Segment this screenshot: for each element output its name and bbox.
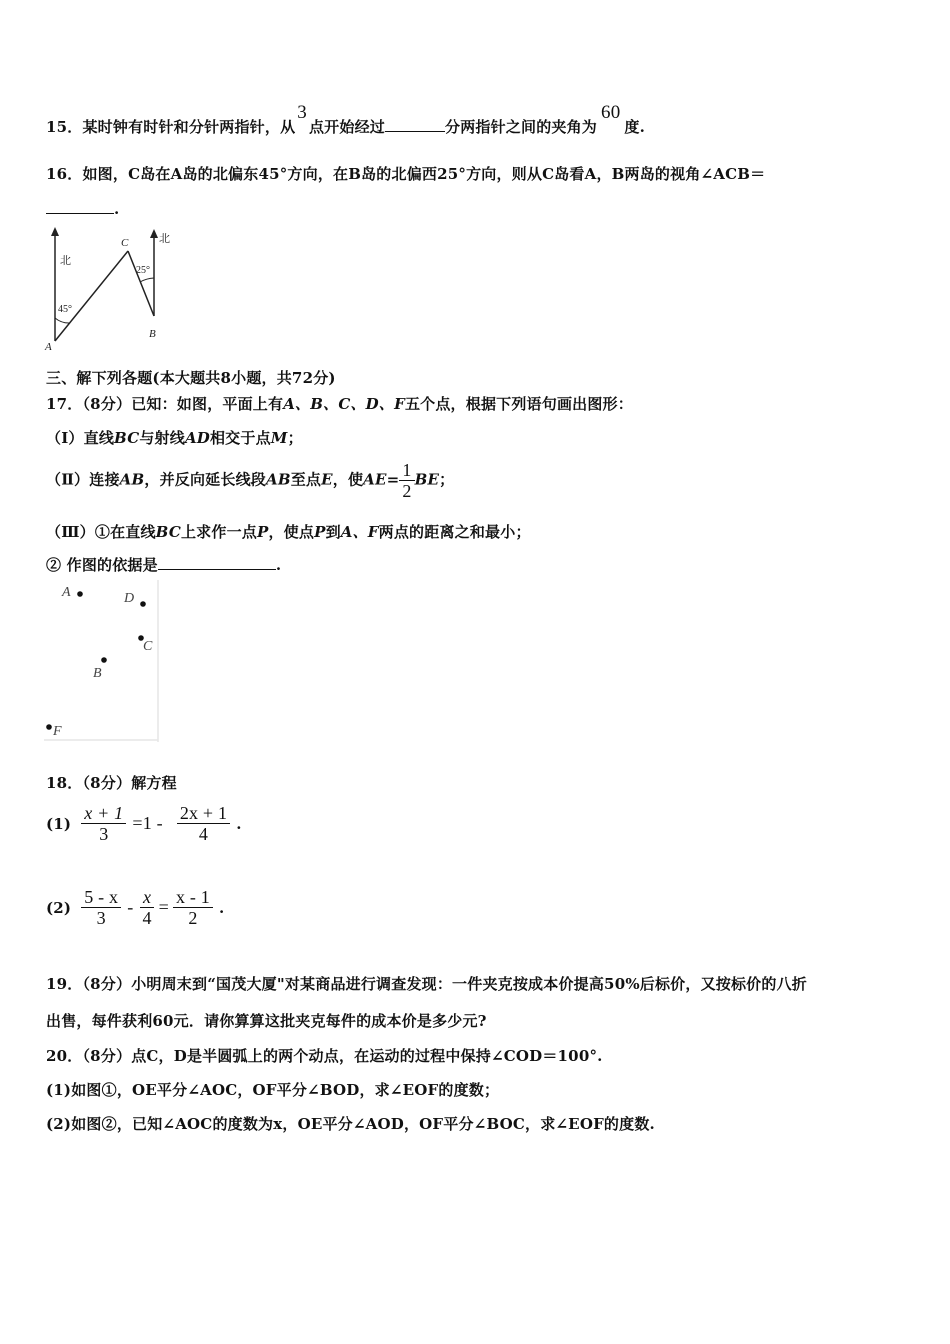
q17-p3-p2: P bbox=[314, 523, 326, 541]
q17-p2-ab2: AB bbox=[265, 470, 291, 489]
q15-answer-blank[interactable] bbox=[385, 130, 445, 132]
point-f bbox=[46, 724, 52, 730]
q17-p1-b: 与射线 bbox=[139, 429, 185, 447]
point-label-f: F bbox=[53, 724, 62, 739]
q17-part-3 bbox=[46, 521, 531, 542]
q18-title: 18．（8分）解方程 bbox=[46, 774, 177, 792]
equation-label: (1) bbox=[46, 814, 72, 833]
q17-p1-a: （Ⅰ）直线 bbox=[46, 429, 115, 447]
fraction bbox=[177, 803, 230, 844]
q16-line bbox=[46, 163, 765, 184]
north-label-a: 北 bbox=[60, 255, 71, 267]
q17-p1-d: ； bbox=[287, 429, 303, 447]
fraction-numerator: 2x + 1 bbox=[177, 803, 230, 824]
q17-p2-ab: AB bbox=[119, 470, 145, 489]
angle-label-b: 25° bbox=[136, 265, 150, 276]
fraction bbox=[173, 887, 213, 928]
fraction-denominator: 2 bbox=[402, 481, 412, 501]
q17-p3-b: 上求作一点 bbox=[180, 523, 257, 541]
q17-p2-b: ，并反向延长线段 bbox=[144, 470, 266, 489]
q17-points: A、B、C、D、F bbox=[283, 395, 405, 413]
q18-equation-2 bbox=[46, 887, 224, 928]
fraction-numerator: 5 - x bbox=[81, 887, 121, 908]
point-label-c: C bbox=[121, 237, 129, 249]
q17-answer-blank[interactable] bbox=[158, 568, 276, 570]
q17-p1-ad: AD bbox=[184, 429, 210, 447]
q16-text: 16．如图，C岛在A岛的北偏东45°方向，在B岛的北偏西25°方向，则从C岛看A，B两岛的视角∠ACB＝ bbox=[46, 165, 766, 183]
fraction bbox=[81, 803, 126, 844]
q17-p4: ② 作图的依据是 bbox=[46, 556, 158, 574]
q17-p3-c: ，使点 bbox=[268, 523, 315, 541]
equation-operator: - bbox=[127, 897, 134, 917]
q15-text-1: 15．某时钟有时针和分针两指针，从 bbox=[46, 118, 296, 136]
q20-line-3: (2)如图②，已知∠AOC的度数为x，OE平分∠AOD，OF平分∠BOC，求∠EOF的度数. bbox=[46, 1115, 655, 1133]
q17-p3-bc: BC bbox=[155, 523, 181, 541]
q17-p3-p: P bbox=[256, 523, 269, 541]
q20-line-2: (1)如图①，OE平分∠AOC，OF平分∠BOD，求∠EOF的度数； bbox=[46, 1081, 500, 1099]
point-label-c: C bbox=[143, 639, 153, 654]
point-label-d: D bbox=[124, 591, 135, 606]
q18-equation-1 bbox=[46, 803, 242, 844]
fraction-numerator: x - 1 bbox=[173, 887, 213, 908]
segment-cb bbox=[128, 251, 154, 316]
equation-operator: =1 - bbox=[132, 813, 163, 833]
fraction bbox=[81, 887, 121, 928]
point-b bbox=[101, 657, 107, 663]
q17-p3-e: 两点的距离之和最小； bbox=[378, 523, 531, 541]
q17-p2-d: ，使 bbox=[332, 470, 364, 489]
q16-answer-line bbox=[46, 200, 119, 218]
equation-label: (2) bbox=[46, 898, 72, 917]
q16-answer-blank[interactable] bbox=[46, 212, 114, 214]
q15-line bbox=[46, 102, 646, 138]
angle-label-a: 45° bbox=[58, 304, 72, 315]
arrowhead-a bbox=[51, 227, 59, 236]
angle-arc-a bbox=[55, 318, 70, 323]
q17-p4-end: . bbox=[275, 556, 282, 574]
q17-fraction-half bbox=[399, 460, 414, 501]
q17-p3-d: 到 bbox=[325, 523, 341, 541]
q16-end: . bbox=[114, 200, 120, 218]
q17-part-1 bbox=[46, 427, 303, 448]
fraction-denominator: 3 bbox=[96, 908, 106, 928]
q19-line-2: 出售，每件获利60元．请你算算这批夹克每件的成本价是多少元? bbox=[46, 1012, 487, 1030]
q17-intro-b: 五个点，根据下列语句画出图形： bbox=[404, 395, 633, 413]
q17-p2-be: BE bbox=[414, 470, 440, 489]
q15-number-60: 60 bbox=[601, 102, 621, 123]
equation-equals: = bbox=[158, 897, 169, 917]
q15-number-3: 3 bbox=[297, 102, 307, 123]
fraction-denominator: 4 bbox=[198, 824, 209, 844]
q17-part-4 bbox=[46, 554, 281, 575]
fraction-denominator: 4 bbox=[142, 908, 152, 928]
point-label-b: B bbox=[149, 328, 156, 340]
point-label-b: B bbox=[93, 666, 102, 681]
equation-end: . bbox=[219, 898, 225, 917]
q15-text-2: 点开始经过 bbox=[308, 118, 385, 136]
q17-p2-a: （Ⅱ）连接 bbox=[46, 470, 120, 489]
q17-p2-end: ； bbox=[439, 470, 455, 489]
q17-p1-c: 相交于点 bbox=[209, 429, 271, 447]
q17-intro-a: 17．（8分）已知：如图，平面上有 bbox=[46, 395, 284, 413]
q17-p1-m: M bbox=[270, 429, 288, 447]
point-d bbox=[140, 601, 146, 607]
q19-line-1: 19．（8分）小明周末到“国茂大厦"对某商品进行调查发现：一件夹克按成本价提高50%后标价，又按标价的八折 bbox=[46, 975, 807, 993]
q15-text-3: 分两指针之间的夹角为 bbox=[445, 118, 598, 136]
north-label-b: 北 bbox=[159, 233, 170, 245]
q17-figure bbox=[44, 580, 164, 744]
angle-arc-b bbox=[140, 278, 154, 282]
point-label-a: A bbox=[45, 341, 52, 352]
fraction-numerator: x + 1 bbox=[81, 803, 126, 824]
q17-p3-a: （Ⅲ）①在直线 bbox=[46, 523, 156, 541]
fraction-numerator: x bbox=[140, 887, 154, 908]
arrowhead-b bbox=[150, 229, 158, 238]
point-a bbox=[77, 591, 83, 597]
q17-part-2 bbox=[46, 460, 454, 501]
q17-p1-bc: BC bbox=[114, 429, 140, 447]
q17-p3-af: A、F bbox=[340, 523, 379, 541]
q17-p2-c: 至点 bbox=[290, 470, 322, 489]
q16-figure bbox=[38, 226, 188, 352]
fraction-denominator: 2 bbox=[188, 908, 198, 928]
q15-text-4: 度. bbox=[624, 118, 646, 136]
fraction-denominator: 3 bbox=[99, 824, 109, 844]
fraction bbox=[139, 887, 154, 928]
equation-end: . bbox=[236, 814, 242, 833]
q17-intro bbox=[46, 393, 633, 414]
q17-p2-ae: AE= bbox=[363, 470, 400, 489]
section-3-title: 三、解下列各题(本大题共8小题，共72分) bbox=[46, 369, 336, 387]
fraction-numerator: 1 bbox=[399, 460, 414, 481]
point-label-a: A bbox=[62, 585, 71, 600]
q17-p2-e: E bbox=[321, 470, 333, 489]
q20-line-1: 20．（8分）点C，D是半圆弧上的两个动点，在运动的过程中保持∠COD＝100°. bbox=[46, 1047, 603, 1065]
